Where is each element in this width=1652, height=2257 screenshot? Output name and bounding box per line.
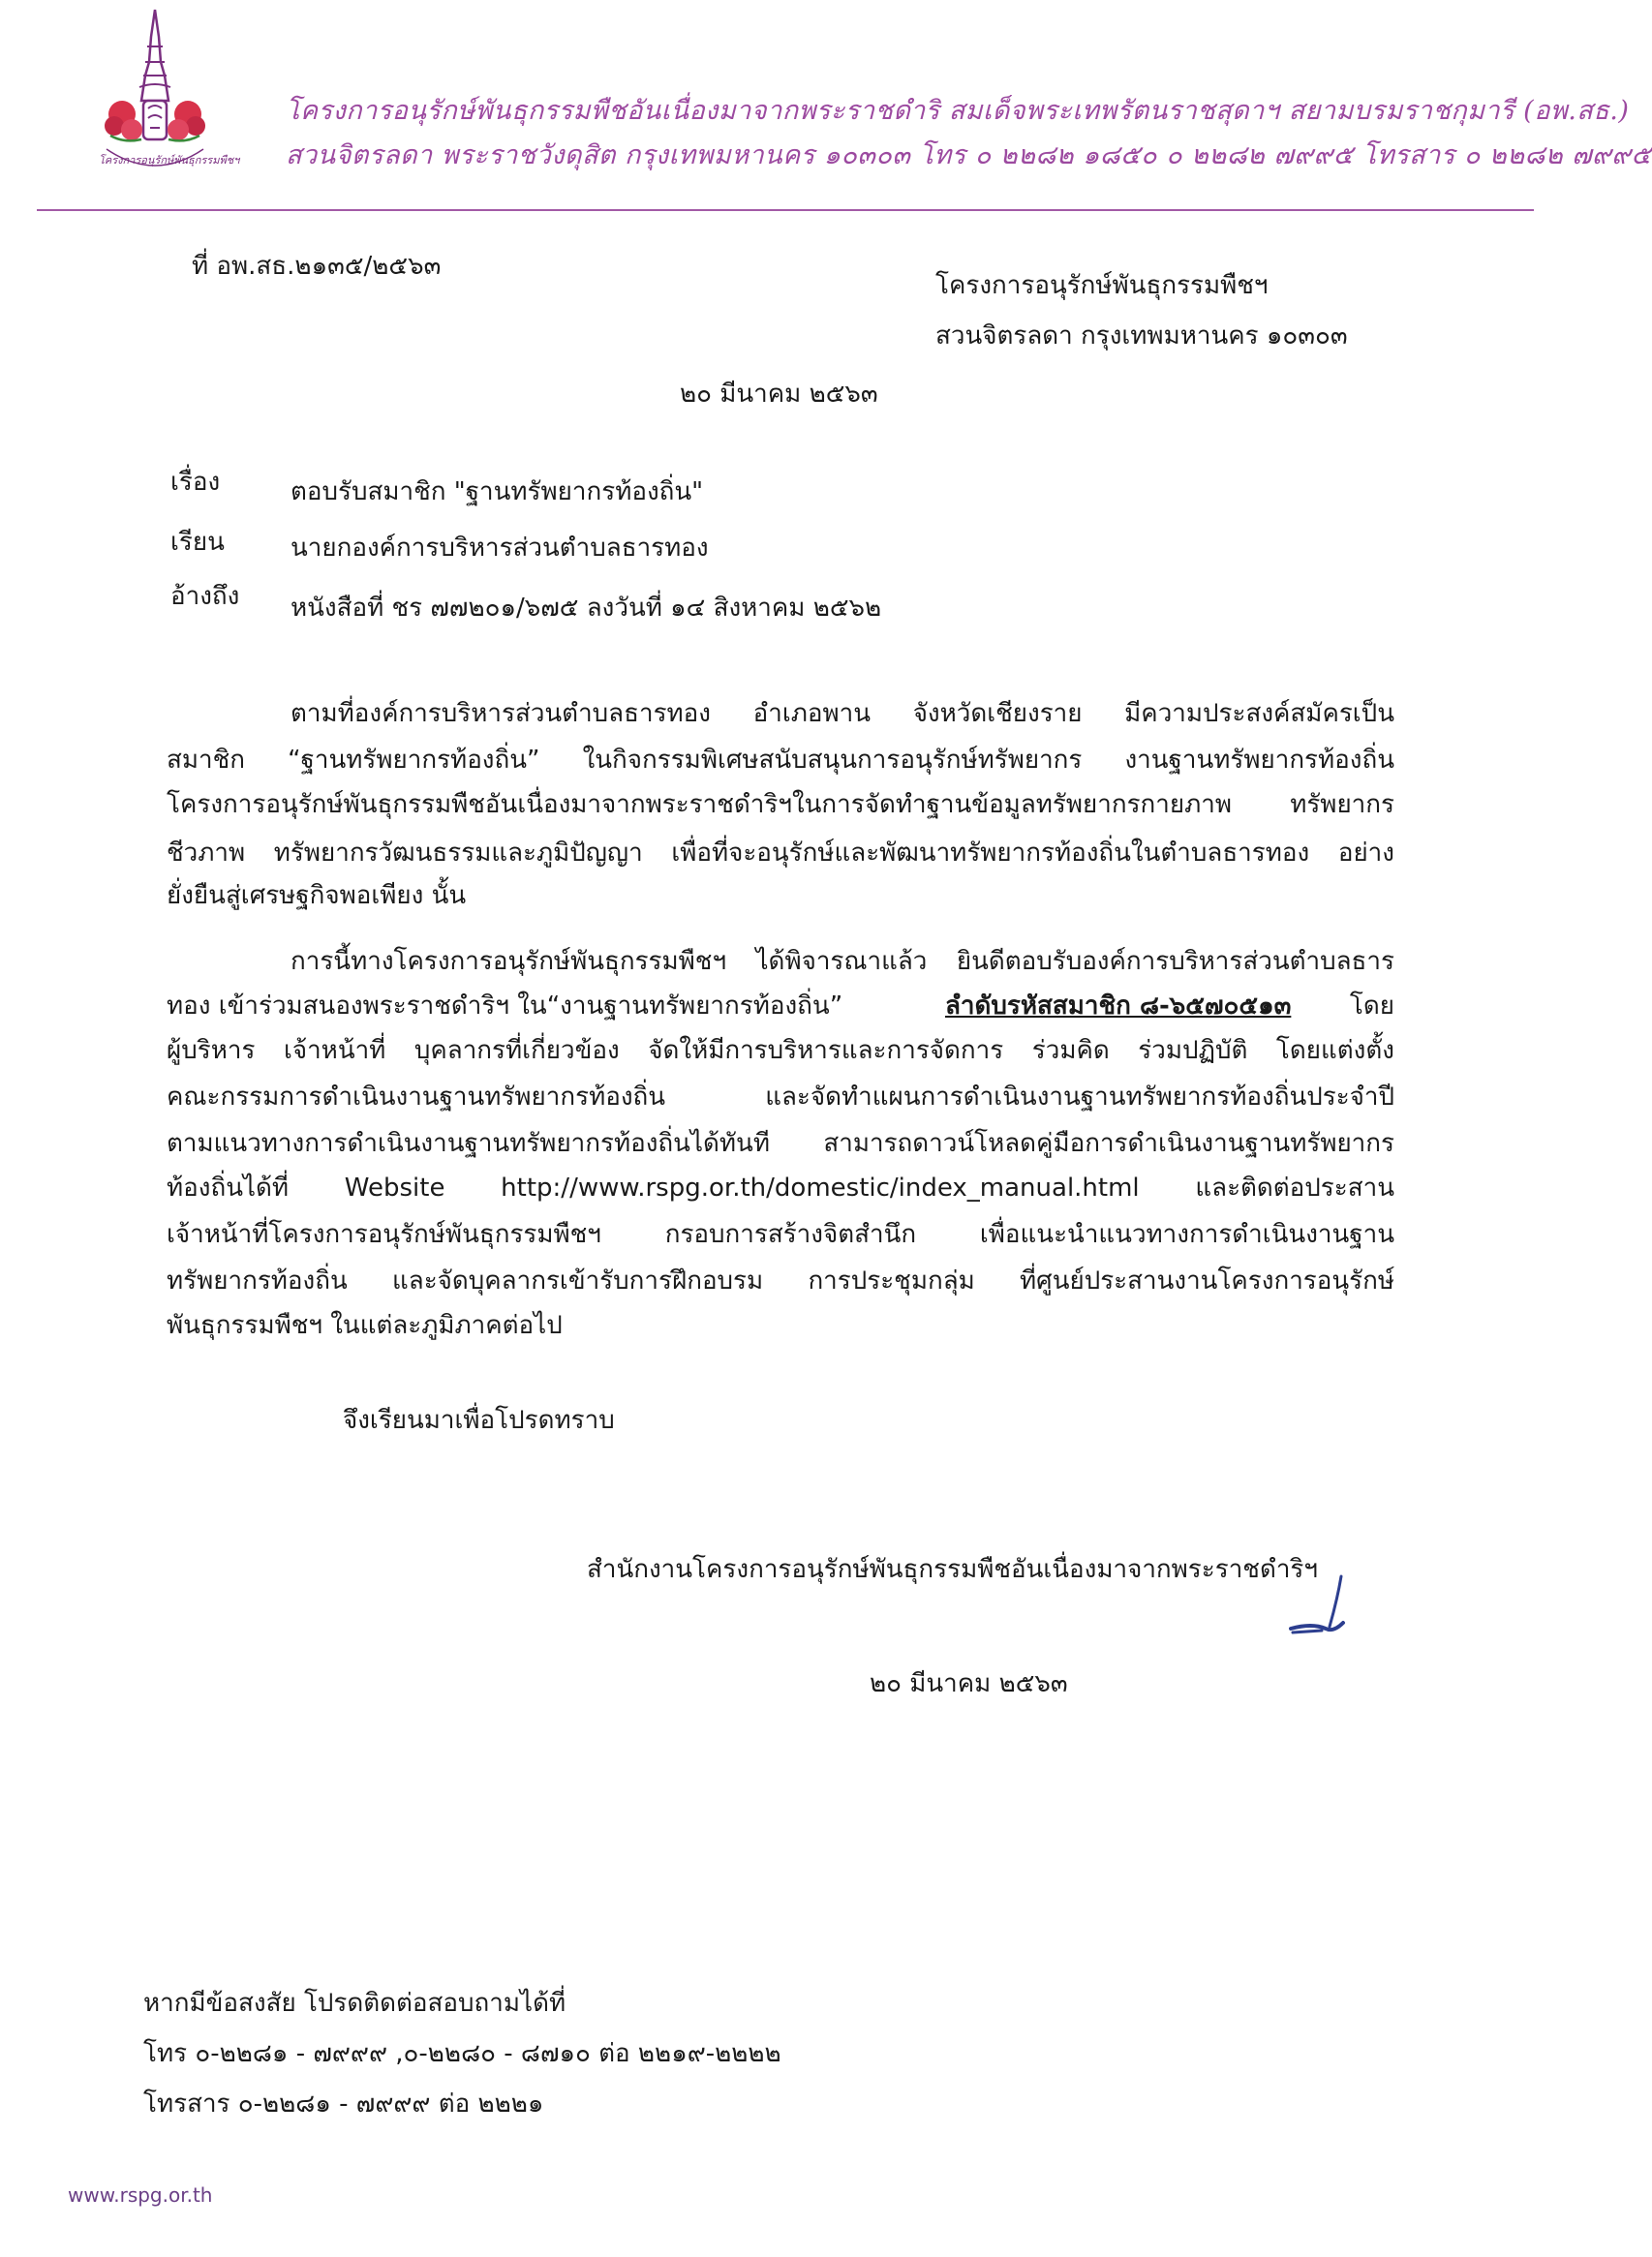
paragraph-2-line-7: [167, 1222, 1394, 1247]
text-segment: เพื่อแนะนำแนวทางการดำเนินงานฐาน: [979, 1220, 1394, 1249]
handwritten-signature: [1283, 1571, 1370, 1648]
paragraph-1-line-2: [167, 747, 1394, 773]
logo-caption: โครงการอนุรักษ์พันธุกรรมพืชฯ: [99, 154, 240, 167]
text-segment: ตามแนวทางการดำเนินงานฐานทรัพยากรท้องถิ่นได้ทันที: [167, 1129, 770, 1158]
text-segment: ในกิจกรรมพิเศษสนับสนุนการอนุรักษ์ทรัพยากร: [582, 746, 1083, 775]
paragraph-2-line-1: [291, 949, 1394, 974]
signature-office: สำนักงานโครงการอนุรักษ์พันธุกรรมพืชอันเนื่องมาจากพระราชดำริฯ: [587, 1555, 1318, 1584]
text-segment: ท้องถิ่นได้ที่: [167, 1174, 290, 1203]
letterhead-divider: [37, 209, 1534, 211]
signature-mark-icon: [1283, 1571, 1370, 1648]
sender-line-2: สวนจิตรลดา กรุงเทพมหานคร ๑๐๓๐๓: [935, 321, 1348, 351]
text-segment: โครงการอนุรักษ์พันธุกรรมพืชอันเนื่องมาจากพระราชดำริฯในการจัดทำฐานข้อมูลทรัพยากรกายภาพ: [167, 790, 1232, 819]
text-segment: จังหวัดเชียงราย: [912, 699, 1083, 728]
paragraph-2-line-2-end: โดย: [1349, 991, 1394, 1021]
text-segment: ชีวภาพ: [167, 839, 246, 868]
text-segment: โดยแต่งตั้ง: [1275, 1036, 1394, 1065]
paragraph-2-line-4: [167, 1084, 1394, 1110]
text-segment: ได้พิจารณาแล้ว: [755, 947, 928, 976]
text-segment: อำเภอพาน: [752, 699, 872, 728]
sender-line-1: โครงการอนุรักษ์พันธุกรรมพืชฯ: [935, 271, 1269, 300]
subject-value: ตอบรับสมาชิก "ฐานทรัพยากรท้องถิ่น": [291, 477, 704, 506]
paragraph-2-line-6: [167, 1175, 1394, 1201]
text-segment: ร่วมปฏิบัติ: [1138, 1036, 1248, 1065]
contact-phone: โทร ๐-๒๒๘๑ - ๗๙๙๙ ,๐-๒๒๘๐ - ๘๗๑๐ ต่อ ๒๒๑๙-๒๒๒๒: [143, 2039, 781, 2068]
text-segment: ผู้บริหาร: [167, 1036, 256, 1065]
paragraph-2-line-3: [167, 1038, 1394, 1063]
text-segment: สามารถดาวน์โหลดคู่มือการดำเนินงานฐานทรัพยากร: [823, 1129, 1394, 1158]
text-segment: อย่าง: [1337, 839, 1394, 868]
reference-value: หนังสือที่ ชร ๗๗๒๐๑/๖๗๕ ลงวันที่ ๑๔ สิงหาคม ๒๕๖๒: [291, 594, 882, 623]
signature-date: ๒๐ มีนาคม ๒๕๖๓: [870, 1669, 1068, 1698]
text-segment: และติดต่อประสาน: [1195, 1174, 1394, 1203]
text-segment: การนี้ทางโครงการอนุรักษ์พันธุกรรมพืชฯ: [291, 947, 727, 976]
footer-website[interactable]: www.rspg.or.th: [68, 2183, 213, 2207]
letterhead-line-2: สวนจิตรลดา พระราชวังดุสิต กรุงเทพมหานคร ๑๐๓๐๓ โทร ๐ ๒๒๘๒ ๑๘๕๐ ๐ ๒๒๘๒ ๗๙๙๕ โทรสาร ๐ ๒๒๘๒ ๗๙๙๕: [286, 140, 1652, 170]
text-segment: มีความประสงค์สมัครเป็น: [1124, 699, 1394, 728]
text-segment: งานฐานทรัพยากรท้องถิ่น: [1124, 746, 1394, 775]
paragraph-2-line-2-start: ทอง เข้าร่วมสนองพระราชดำริฯ ใน“งานฐานทรัพยากรท้องถิ่น”: [167, 991, 843, 1021]
paragraph-2-line-5: [167, 1131, 1394, 1156]
text-segment: Website: [344, 1174, 445, 1203]
text-segment: เจ้าหน้าที่โครงการอนุรักษ์พันธุกรรมพืชฯ: [167, 1220, 601, 1249]
member-code: ลำดับรหัสสมาชิก ๘-๖๕๗๐๕๑๓: [945, 991, 1292, 1021]
text-segment: ร่วมคิด: [1031, 1036, 1110, 1065]
text-segment: เพื่อที่จะอนุรักษ์และพัฒนาทรัพยากรท้องถิ่นในตำบลธารทอง: [671, 839, 1310, 868]
website-url: http://www.rspg.or.th/domestic/index_manual.html: [501, 1174, 1140, 1203]
text-segment: ทรัพยากรท้องถิ่น: [167, 1266, 348, 1296]
paragraph-2-line-9: พันธุกรรมพืชฯ ในแต่ละภูมิภาคต่อไป: [167, 1311, 563, 1340]
paragraph-2-line-8: [167, 1268, 1394, 1294]
text-segment: ทรัพยากร: [1290, 790, 1394, 819]
text-segment: จัดให้มีการบริหารและการจัดการ: [648, 1036, 1004, 1065]
paragraph-1-line-5: ยั่งยืนสู่เศรษฐกิจพอเพียง นั้น: [167, 881, 467, 910]
recipient-label: เรียน: [170, 528, 225, 557]
text-segment: ทรัพยากรวัฒนธรรมและภูมิปัญญา: [273, 839, 643, 868]
text-segment: “ฐานทรัพยากรท้องถิ่น”: [288, 746, 540, 775]
text-segment: เจ้าหน้าที่: [283, 1036, 386, 1065]
text-segment: คณะกรรมการดำเนินงานฐานทรัพยากรท้องถิ่น: [167, 1083, 666, 1112]
text-segment: และจัดบุคลากรเข้ารับการฝึกอบรม: [392, 1266, 764, 1296]
paragraph-1-line-3: [167, 792, 1394, 817]
text-segment: ยินดีตอบรับองค์การบริหารส่วนตำบลธาร: [956, 947, 1394, 976]
text-segment: การประชุมกลุ่ม: [808, 1266, 975, 1296]
subject-label: เรื่อง: [170, 468, 221, 497]
text-segment: สมาชิก: [167, 746, 245, 775]
paragraph-1-line-4: [167, 840, 1394, 866]
contact-fax: โทรสาร ๐-๒๒๘๑ - ๗๙๙๙ ต่อ ๒๒๒๑: [143, 2089, 544, 2119]
paragraph-1-line-1: [291, 701, 1394, 726]
text-segment: และจัดทำแผนการดำเนินงานฐานทรัพยากรท้องถิ่นประจำปี: [765, 1083, 1394, 1112]
paragraph-2-line-2: [167, 993, 1394, 1019]
closing-text: จึงเรียนมาเพื่อโปรดทราบ: [343, 1406, 615, 1435]
recipient-value: นายกองค์การบริหารส่วนตำบลธารทอง: [291, 534, 709, 563]
organization-logo: [97, 8, 240, 180]
letter-date: ๒๐ มีนาคม ๒๕๖๓: [680, 380, 878, 409]
letterhead-line-1: โครงการอนุรักษ์พันธุกรรมพืชอันเนื่องมาจากพระราชดำริ สมเด็จพระเทพรัตนราชสุดาฯ สยามบรมราชกุมารี (อพ.สธ.): [286, 96, 1630, 126]
reference-number: ที่ อพ.สธ.๒๑๓๕/๒๕๖๓: [192, 252, 442, 281]
text-segment: ตามที่องค์การบริหารส่วนตำบลธารทอง: [291, 699, 711, 728]
text-segment: ที่ศูนย์ประสานงานโครงการอนุรักษ์: [1020, 1266, 1394, 1296]
text-segment: กรอบการสร้างจิตสำนึก: [664, 1220, 917, 1249]
reference-label: อ้างถึง: [170, 582, 240, 611]
contact-intro: หากมีข้อสงสัย โปรดติดต่อสอบถามได้ที่: [143, 1989, 566, 2018]
text-segment: บุคลากรที่เกี่ยวข้อง: [413, 1036, 620, 1065]
